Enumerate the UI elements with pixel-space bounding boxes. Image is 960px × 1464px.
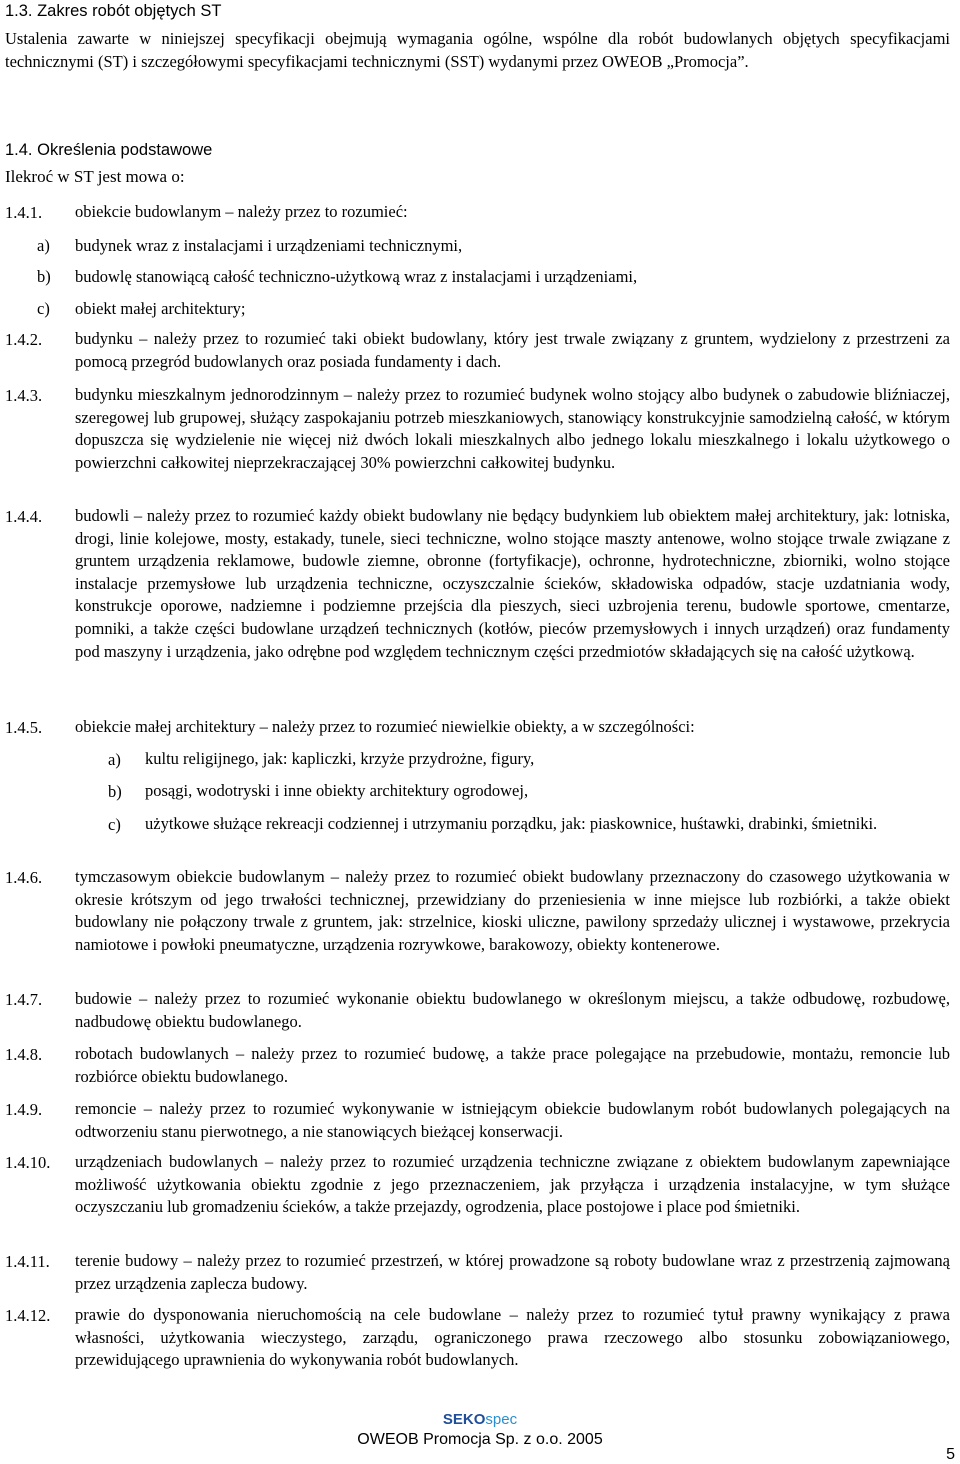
definition-number: 1.4.10. <box>5 1153 51 1172</box>
list-item-label: b) <box>108 782 122 801</box>
list-item-label: c) <box>108 815 121 834</box>
list-item-text: budowlę stanowiącą całość techniczno-użytkową wraz z instalacjami i urządzeniami, <box>75 267 638 286</box>
definition-text: robotach budowlanych – należy przez to rozumieć budowę, a także prace polegające na przebudowie, montażu, remoncie lub rozbiórce obiektu budowlanego. <box>75 1044 950 1086</box>
page-number: 5 <box>946 1446 955 1463</box>
definition-number: 1.4.11. <box>5 1252 50 1271</box>
section-heading-1-3: 1.3. Zakres robót objętych ST <box>5 2 222 20</box>
definition-number: 1.4.5. <box>5 718 43 737</box>
definition-number: 1.4.9. <box>5 1100 43 1119</box>
definition-number: 1.4.1. <box>5 203 43 222</box>
list-item-label: a) <box>108 750 121 769</box>
list-item-label: a) <box>37 236 50 255</box>
definition-number: 1.4.8. <box>5 1045 43 1064</box>
list-item-text: kultu religijnego, jak: kapliczki, krzyże przydrożne, figury, <box>145 749 535 768</box>
footer-logo-bold: SEKO <box>442 1411 486 1428</box>
definition-text: tymczasowym obiekcie budowlanym – należy przez to rozumieć obiekt budowlany przeznaczony do czasowego użytkowania w okresie krótszym od jego trwałości technicznej, przewidziany do przeniesienia w inne miejsce lub rozbiórki, a także obiekt budowlany nie połączony trwale z gruntem, jak: strzelnice, kioski uliczne, pawilony sprzedaży ulicznej i wystawowe, przekrycia namiotowe i powłoki pneumatyczne, urządzenia rozrywkowe, barakowozy, obiekty kontenerowe. <box>75 867 950 954</box>
list-item-text: użytkowe służące rekreacji codziennej i utrzymaniu porządku, jak: piaskownice, huśtawki, drabinki, śmietniki. <box>145 814 878 833</box>
definition-number: 1.4.12. <box>5 1306 51 1325</box>
definition-text: urządzeniach budowlanych – należy przez to rozumieć urządzenia techniczne związane z obiektem budowlanym zapewniające możliwość użytkowania obiektu zgodnie z jego przeznaczeniem, jak przyłącza i urządzenia instalacyjne, w tym służące oczyszczaniu lub gromadzeniu ścieków, a także przejazdy, ogrodzenia, place postojowe i place pod śmietniki. <box>75 1152 950 1217</box>
definition-number: 1.4.7. <box>5 990 43 1009</box>
footer-logo-light: spec <box>485 1411 518 1428</box>
list-item-text: posągi, wodotryski i inne obiekty architektury ogrodowej, <box>145 781 529 800</box>
footer-logo <box>0 1411 960 1428</box>
definition-text: budynku – należy przez to rozumieć taki obiekt budowlany, który jest trwale związany z gruntem, wydzielony z przestrzeni za pomocą przegród budowlanych oraz posiada fundamenty i dach. <box>75 329 950 371</box>
list-item-text: budynek wraz z instalacjami i urządzeniami technicznymi, <box>75 236 463 255</box>
definition-text: terenie budowy – należy przez to rozumieć przestrzeń, w której prowadzone są roboty budowlane wraz z przestrzenią zajmowaną przez urządzenia zaplecza budowy. <box>75 1251 950 1293</box>
definition-text: remoncie – należy przez to rozumieć wykonywanie w istniejącym obiekcie budowlanym robót budowlanych polegających na odtworzeniu stanu pierwotnego, a nie stanowiących bieżącej konserwacji. <box>75 1099 950 1141</box>
definition-text: obiekcie budowlanym – należy przez to rozumieć: <box>75 202 408 221</box>
footer-text: OWEOB Promocja Sp. z o.o. 2005 <box>357 1431 603 1448</box>
list-item-label: b) <box>37 267 51 286</box>
definition-text: budowie – należy przez to rozumieć wykonanie obiektu budowlanego w określonym miejscu, a także odbudowę, rozbudowę, nadbudowę obiektu budowlanego. <box>75 989 950 1031</box>
definition-number: 1.4.6. <box>5 868 43 887</box>
section-heading-1-4: 1.4. Określenia podstawowe <box>5 141 213 159</box>
definition-text: budynku mieszkalnym jednorodzinnym – należy przez to rozumieć budynek wolno stojący albo budynek o zabudowie bliźniaczej, szeregowej lub grupowej, służący zaspokajaniu potrzeb mieszkaniowych, stanowiący konstrukcyjnie samodzielną całość, w którym dopuszcza się wydzielenie nie więcej niż dwóch lokali mieszkalnych albo jednego lokalu mieszkalnego i lokalu użytkowego o powierzchni całkowitej nieprzekraczającej 30% powierzchni całkowitej budynku. <box>75 385 950 472</box>
definition-number: 1.4.4. <box>5 507 43 526</box>
definition-number: 1.4.3. <box>5 386 43 405</box>
definition-text: budowli – należy przez to rozumieć każdy obiekt budowlany nie będący budynkiem lub obiektem małej architektury, jak: lotniska, drogi, linie kolejowe, mosty, estakady, tunele, sieci techniczne, wolno stojące maszty antenowe, wolno stojące trwale związane z gruntem urządzenia reklamowe, budowle ziemne, obronne (fortyfikacje), ochronne, hydrotechniczne, zbiorniki, wolno stojące instalacje przemysłowe lub urządzenia techniczne, oczyszczalnie ścieków, składowiska odpadów, stacje uzdatniania wody, konstrukcje oporowe, nadziemne i podziemne przejścia dla pieszych, sieci uzbrojenia terenu, budowle sportowe, cmentarze, pomniki, a także części budowlane urządzeń technicznych (kotłów, pieców przemysłowych i innych urządzeń) oraz fundamenty pod maszyny i urządzenia, jako odrębne pod względem technicznym części przedmiotów składających się na całość użytkową. <box>75 506 950 661</box>
definition-text: prawie do dysponowania nieruchomością na cele budowlane – należy przez to rozumieć tytuł prawny wynikający z prawa własności, użytkowania wieczystego, zarządu, ograniczonego prawa rzeczowego albo stosunku zobowiązaniowego, przewidującego uprawnienia do wykonywania robót budowlanych. <box>75 1305 950 1370</box>
section-text-1-3: Ustalenia zawarte w niniejszej specyfikacji obejmują wymagania ogólne, wspólne dla robót budowlanych objętych specyfikacjami technicznymi (ST) i szczegółowymi specyfikacjami technicznymi (SST) wydanymi przez OWEOB „Promocja”. <box>5 29 950 71</box>
section-intro-1-4: Ilekroć w ST jest mowa o: <box>5 167 185 186</box>
list-item-label: c) <box>37 299 50 318</box>
definition-text: obiekcie małej architektury – należy przez to rozumieć niewielkie obiekty, a w szczególności: <box>75 717 695 736</box>
list-item-text: obiekt małej architektury; <box>75 299 246 318</box>
definition-number: 1.4.2. <box>5 330 43 349</box>
